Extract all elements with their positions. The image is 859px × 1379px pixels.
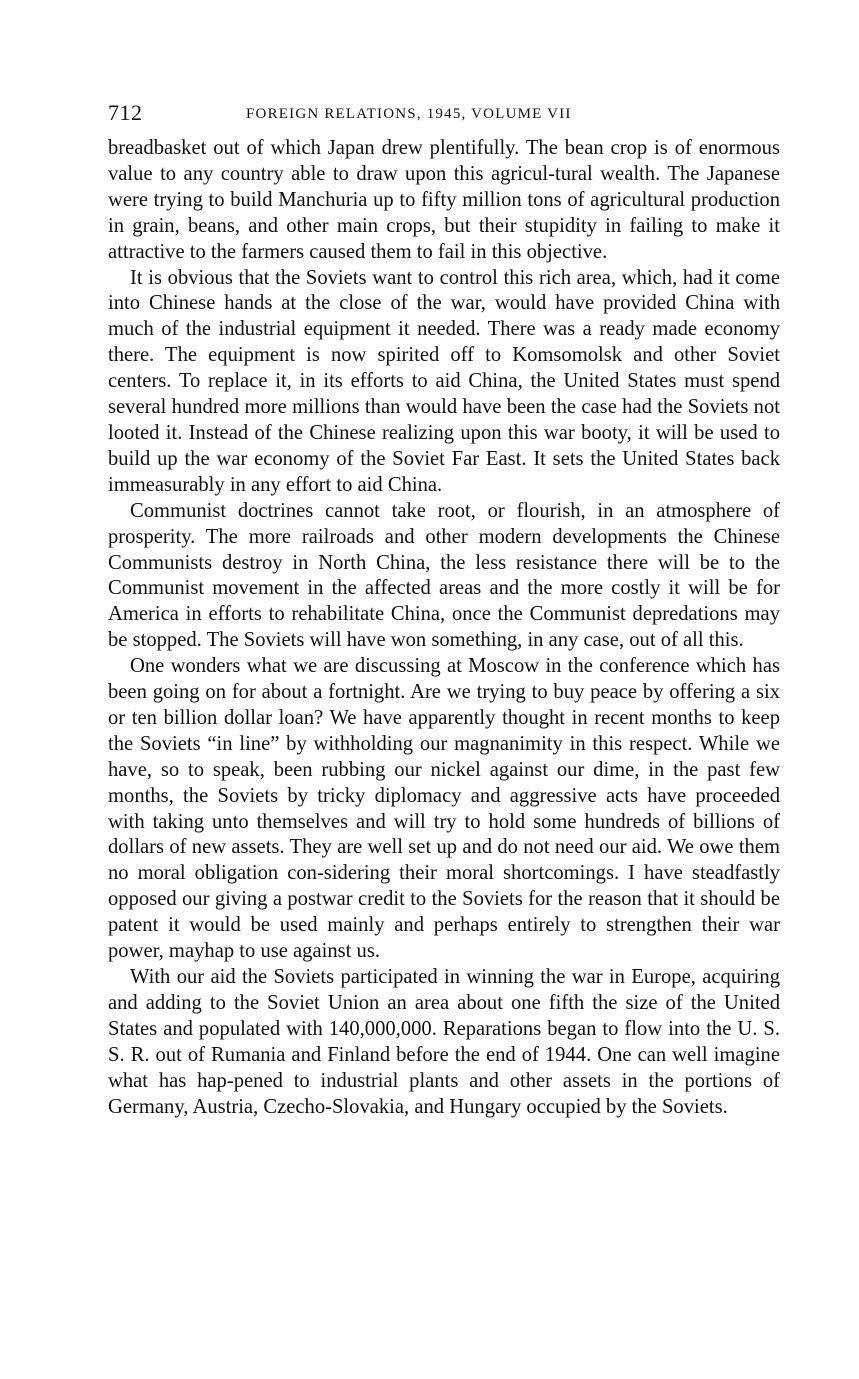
body-text (108, 136, 780, 1120)
paragraph-3: Communist doctrines cannot take root, or flourish, in an atmosphere of prosperity. The more railroads and other modern developments the Chinese Communists destroy in North China, the less resistance there will be to the Communist movement in the affected areas and the more costly it will be for America in efforts to rehabilitate China, once the Communist depredations may be stopped. The Soviets will have won something, in any case, out of all this. (108, 499, 780, 652)
document-page (108, 96, 780, 1120)
paragraph-4: One wonders what we are discussing at Moscow in the conference which has been going on for about a fortnight. Are we trying to buy peace by offering a six or ten billion dollar loan? We have apparently thought in recent months to keep the Soviets “in line” by withholding our magnanimity in this respect. While we have, so to speak, been rubbing our nickel against our dime, in the past few months, the Soviets by tricky diplomacy and aggressive acts have proceeded with taking unto themselves and will try to hold some hundreds of billions of dollars of new assets. They are well set up and do not need our aid. We owe them no moral obligation con-sidering their moral shortcomings. I have steadfastly opposed our giving a postwar credit to the Soviets for the reason that it should be patent it would be used mainly and perhaps entirely to strengthen their war power, mayhap to use against us. (108, 655, 780, 963)
paragraph-1: breadbasket out of which Japan drew plentifully. The bean crop is of enormous value to any country able to draw upon this agricul-tural wealth. The Japanese were trying to build Manchuria up to fifty million tons of agricultural production in grain, beans, and other main crops, but their stupidity in failing to make it attractive to the farmers caused them to fail in this objective. (108, 137, 780, 263)
paragraph-2: It is obvious that the Soviets want to control this rich area, which, had it come into Chinese hands at the close of the war, would have provided China with much of the industrial equipment it needed. There was a ready made economy there. The equipment is now spirited off to Komsomolsk and other Soviet centers. To replace it, in its efforts to aid China, the United States must spend several hundred more millions than would have been the case had the Soviets not looted it. Instead of the Chinese realizing upon this war booty, it will be used to build up the war economy of the Soviet Far East. It sets the United States back immeasurably in any effort to aid China. (108, 266, 780, 496)
running-header (108, 96, 780, 136)
page-number: 712 (108, 100, 143, 125)
running-title: FOREIGN RELATIONS, 1945, VOLUME VII (246, 106, 572, 122)
paragraph-5: With our aid the Soviets participated in winning the war in Europe, acquiring and adding to the Soviet Union an area about one fifth the size of the United States and populated with 140,000,000. Reparations began to flow into the U. S. S. R. out of Rumania and Finland before the end of 1944. One can well imagine what has hap-pened to industrial plants and other assets in the portions of Germany, Austria, Czecho-Slovakia, and Hungary occupied by the Soviets. (108, 966, 780, 1118)
